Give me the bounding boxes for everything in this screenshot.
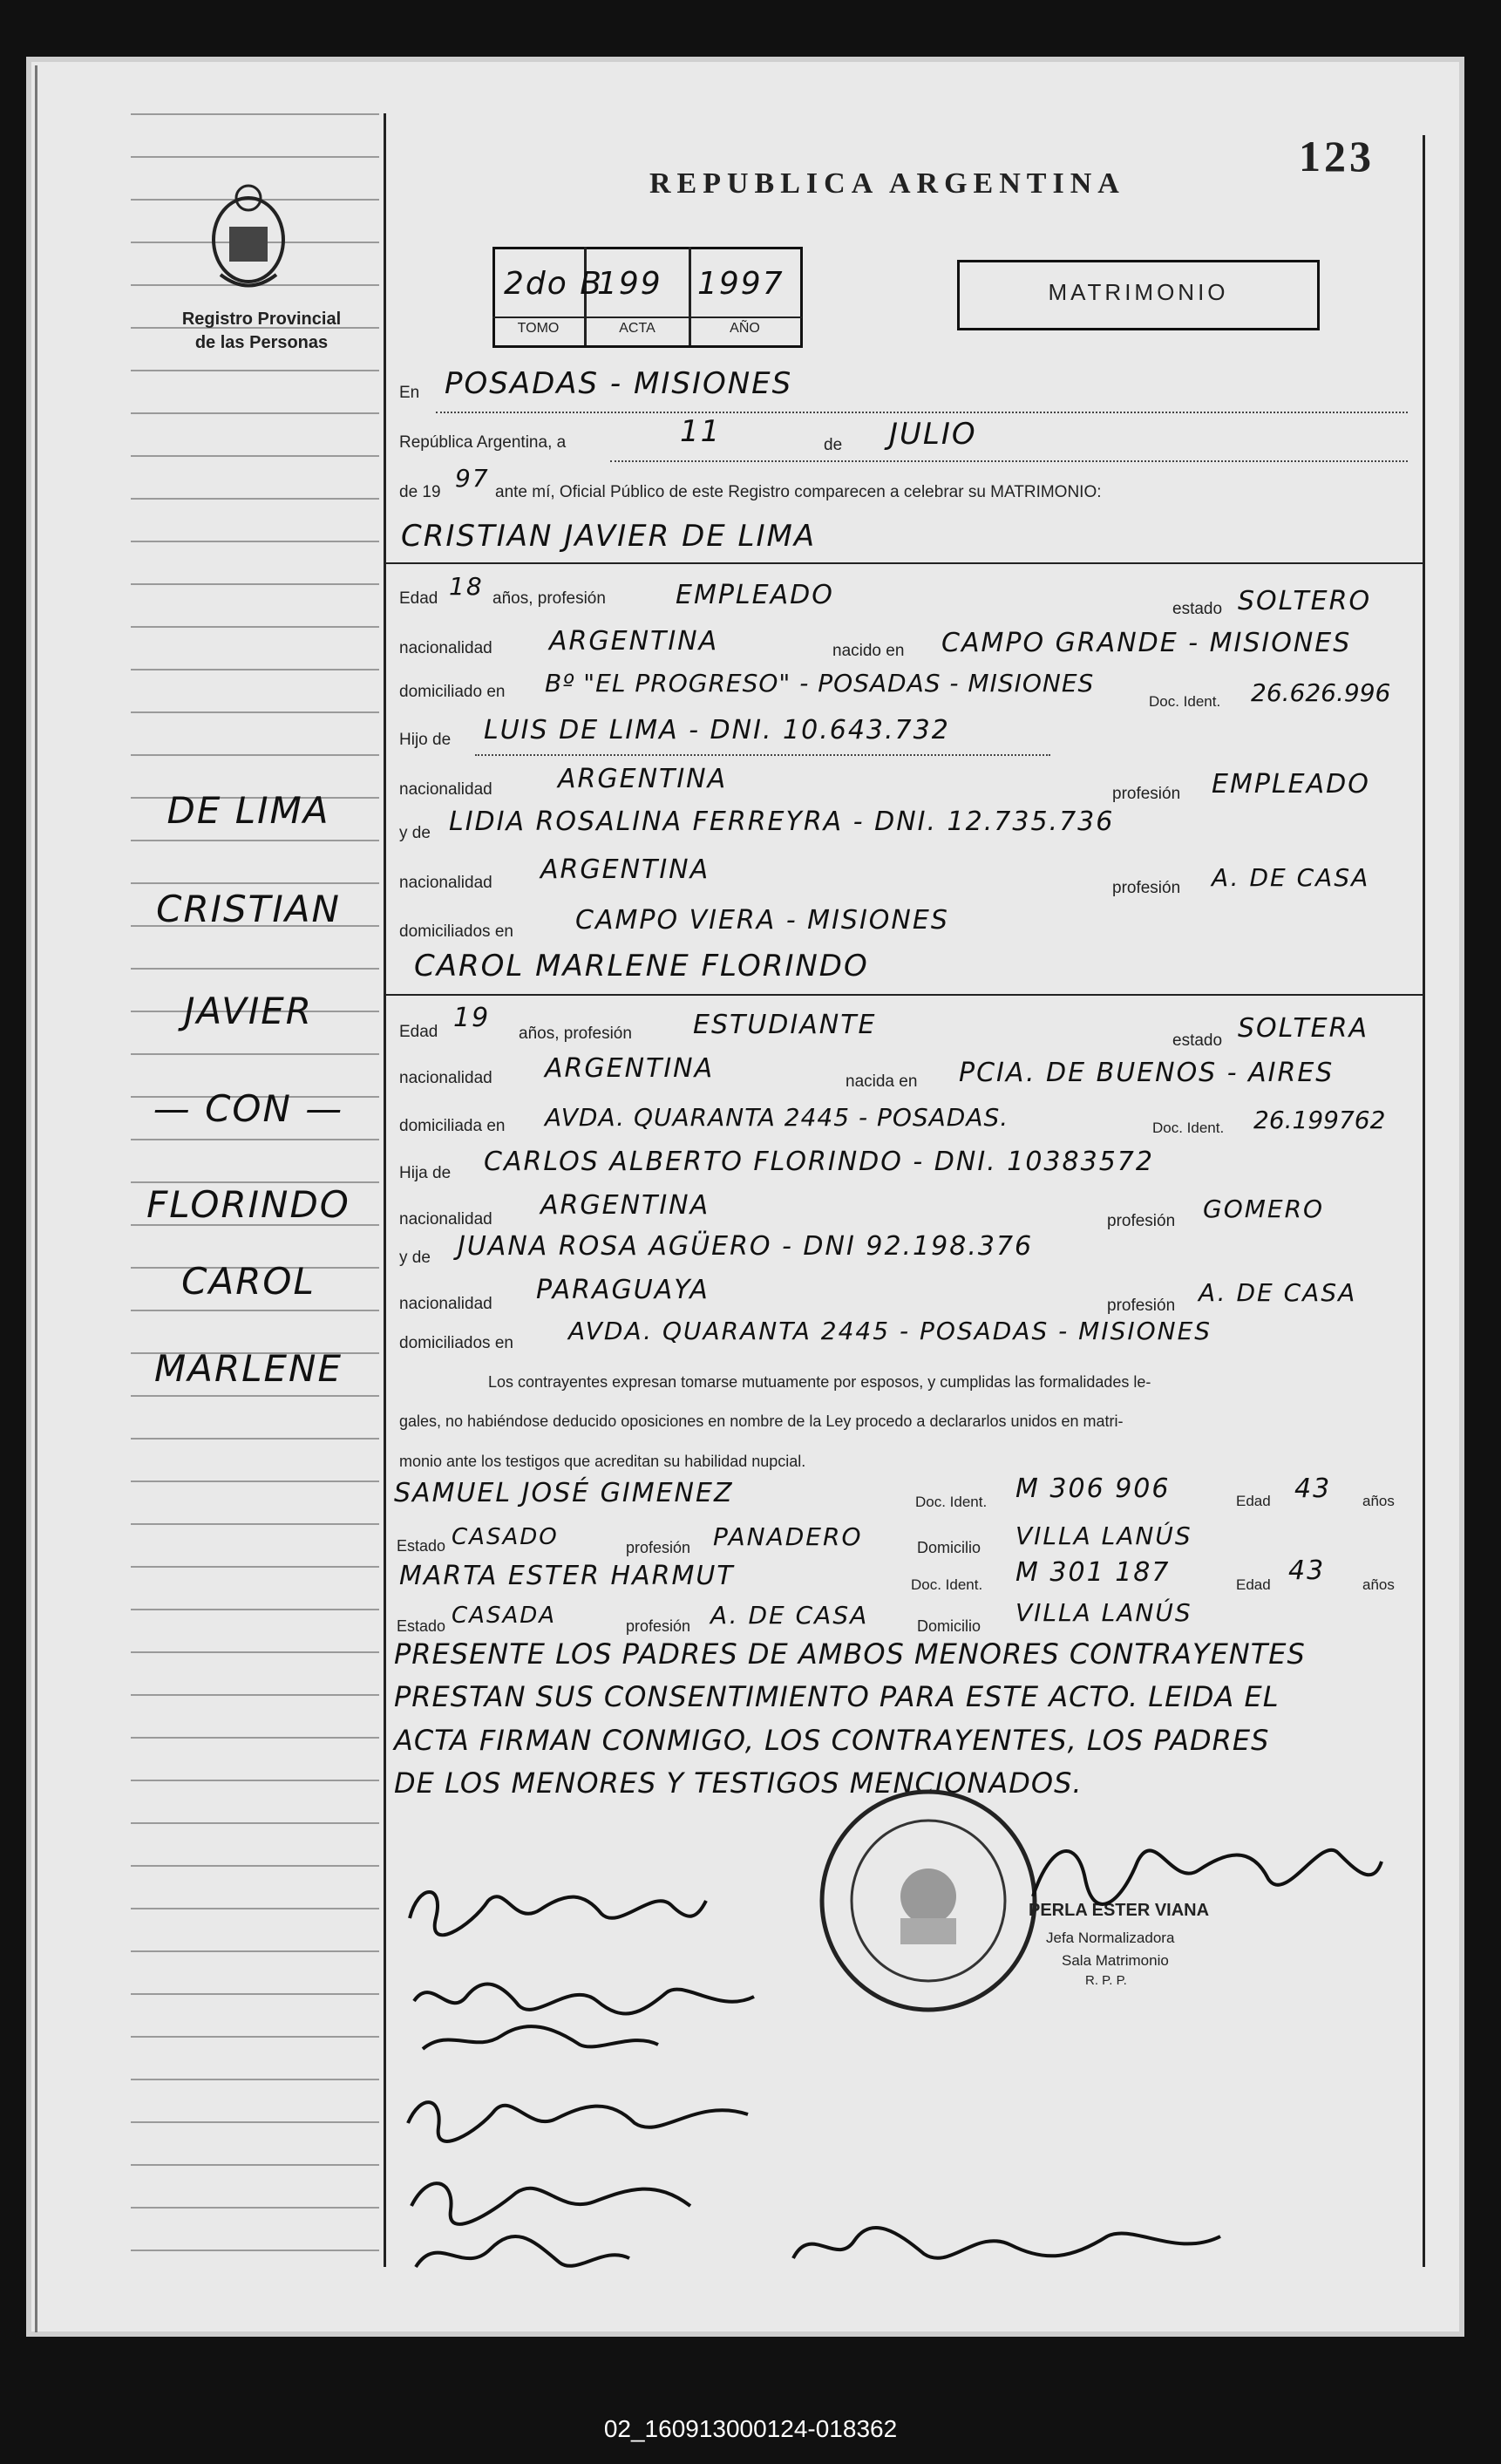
profesion-label: profesión — [1112, 785, 1181, 803]
groom-father-nationality: ARGENTINA — [558, 764, 728, 794]
ruled-line — [131, 1523, 379, 1525]
ruled-line — [131, 711, 379, 713]
bride-doc: 26.199762 — [1253, 1106, 1386, 1134]
tomo-value: 2do B — [504, 266, 603, 302]
witness-1-address: VILLA LANÚS — [1015, 1521, 1192, 1550]
bride-parents-address: AVDA. QUARANTA 2445 - POSADAS - MISIONES — [568, 1317, 1212, 1345]
bride-mother: JUANA ROSA AGÜERO - DNI 92.198.376 — [458, 1231, 1034, 1262]
estado-label: estado — [1172, 1031, 1223, 1050]
anio-value: 1997 — [697, 266, 784, 302]
anio-label: AÑO — [730, 321, 760, 336]
witness-1-profession: PANADERO — [713, 1522, 863, 1551]
year-suffix: 97 — [455, 464, 490, 493]
witness-1-name: SAMUEL JOSÉ GIMENEZ — [394, 1478, 734, 1508]
domicilio-label: Domicilio — [917, 1539, 981, 1556]
ruled-line — [131, 370, 379, 371]
acta-label: ACTA — [619, 321, 655, 336]
edad-label: Edad — [1236, 1493, 1271, 1509]
hijo-label: Hijo de — [399, 731, 452, 749]
yde-label: y de — [399, 824, 431, 842]
ruled-line — [131, 840, 379, 841]
ruled-line — [131, 1993, 379, 1995]
bride-age: 19 — [453, 1003, 491, 1033]
groom-age: 18 — [449, 572, 484, 601]
ruled-line — [131, 968, 379, 970]
bride-father-signature — [399, 2079, 765, 2149]
registry-name-line1: Registro Provincial — [181, 310, 342, 329]
groom-name: CRISTIAN JAVIER DE LIMA — [401, 519, 817, 554]
margin-note: DE LIMA — [166, 789, 330, 832]
anos-label: años — [1362, 1493, 1395, 1509]
witness-1-age: 43 — [1294, 1474, 1332, 1504]
bride-nationality: ARGENTINA — [545, 1053, 715, 1084]
bride-mother-signature — [403, 2162, 751, 2293]
edad-label: Edad — [1236, 1576, 1271, 1593]
day-value: 11 — [680, 414, 722, 449]
ruled-line — [131, 2121, 379, 2123]
doc-label: Doc. Ident. — [1149, 693, 1221, 710]
ruled-line — [131, 1950, 379, 1952]
margin-note: MARLENE — [153, 1347, 343, 1390]
profesion-label: años, profesión — [519, 1024, 632, 1043]
ruled-line — [131, 626, 379, 628]
nacionalidad-label: nacionalidad — [399, 874, 492, 892]
nacida-label: nacida en — [846, 1072, 918, 1091]
intro-text: ante mí, Oficial Público de este Registro comparecen a celebrar su MATRIMONIO: — [495, 483, 1102, 501]
registry-name-line2: de las Personas — [194, 333, 329, 352]
domiciliados-label: domiciliados en — [399, 1334, 513, 1352]
groom-status: SOLTERO — [1238, 586, 1372, 616]
groom-father-profession: EMPLEADO — [1212, 769, 1370, 800]
dotted-line — [475, 754, 1050, 756]
ruled-line — [131, 2207, 379, 2209]
ruled-line — [131, 1780, 379, 1781]
doc-label: Doc. Ident. — [911, 1576, 983, 1593]
profesion-label: profesión — [1107, 1297, 1176, 1315]
nacionalidad-label: nacionalidad — [399, 1069, 492, 1087]
nacionalidad-label: nacionalidad — [399, 1210, 492, 1229]
month-value: JULIO — [889, 417, 977, 452]
bride-address: AVDA. QUARANTA 2445 - POSADAS. — [545, 1103, 1009, 1132]
ruled-line — [131, 1609, 379, 1610]
country-title: REPUBLICA ARGENTINA — [649, 167, 1125, 200]
estado-label: Estado — [397, 1537, 446, 1555]
ruled-line — [131, 156, 379, 158]
domiciliada-label: domiciliada en — [399, 1117, 506, 1135]
margin-note: FLORINDO — [146, 1183, 350, 1226]
margin-note: — CON — — [153, 1087, 344, 1130]
ruled-line — [131, 1566, 379, 1568]
groom-address: Bº "EL PROGRESO" - POSADAS - MISIONES — [545, 669, 1095, 698]
table-divider — [492, 317, 802, 318]
page-number: 123 — [1299, 132, 1375, 180]
bride-status: SOLTERA — [1238, 1013, 1369, 1044]
notes-line1: PRESENTE LOS PADRES DE AMBOS MENORES CONTRAYENTES — [394, 1637, 1306, 1671]
ruled-line — [131, 1822, 379, 1824]
nacionalidad-label: nacionalidad — [399, 639, 492, 657]
edad-label: Edad — [399, 1023, 438, 1041]
doc-label: Doc. Ident. — [915, 1494, 988, 1510]
ruled-line — [131, 541, 379, 542]
domiciliado-label: domiciliado en — [399, 683, 506, 701]
place-value: POSADAS - MISIONES — [445, 366, 793, 401]
declaration-line3: monio ante los testigos que acreditan su habilidad nupcial. — [399, 1453, 806, 1470]
profesion-label: profesión — [626, 1539, 691, 1556]
profesion-label: profesión — [1107, 1212, 1176, 1230]
witness-2-address: VILLA LANÚS — [1015, 1598, 1192, 1627]
official-signature — [1024, 1809, 1390, 1923]
coat-of-arms-icon — [205, 179, 292, 296]
ruled-line — [131, 1694, 379, 1696]
de-label: de — [824, 436, 843, 454]
ruled-line — [131, 2250, 379, 2251]
official-name: PERLA ESTER VIANA — [1029, 1901, 1210, 1920]
groom-mother-profession: A. DE CASA — [1212, 863, 1370, 892]
estado-label: Estado — [397, 1617, 446, 1635]
groom-father: LUIS DE LIMA - DNI. 10.643.732 — [484, 715, 950, 745]
official-title2: Sala Matrimonio — [1062, 1952, 1169, 1969]
ruled-line — [131, 1053, 379, 1055]
bride-birthplace: PCIA. DE BUENOS - AIRES — [959, 1058, 1335, 1088]
witness-2-profession: A. DE CASA — [710, 1601, 869, 1630]
binding-edge — [35, 65, 37, 2332]
margin-note: CRISTIAN — [156, 888, 341, 930]
bride-father-nationality: ARGENTINA — [540, 1190, 710, 1221]
groom-mother: LIDIA ROSALINA FERREYRA - DNI. 12.735.736 — [449, 807, 1115, 837]
ruled-line — [131, 669, 379, 670]
ruled-line — [131, 2036, 379, 2038]
profesion-label: profesión — [1112, 879, 1181, 897]
nacionalidad-label: nacionalidad — [399, 780, 492, 799]
bride-name: CAROL MARLENE FLORINDO — [414, 949, 869, 984]
declaration-line2: gales, no habiéndose deducido oposiciones en nombre de la Ley procedo a declararlos unidos en matri- — [399, 1412, 1124, 1430]
estado-label: estado — [1172, 600, 1223, 618]
witness-2-age: 43 — [1288, 1555, 1326, 1586]
notes-line3: ACTA FIRMAN CONMIGO, LOS CONTRAYENTES, LOS PADRES — [394, 1724, 1270, 1757]
witness-2-doc: M 301 187 — [1015, 1557, 1171, 1588]
margin-note: JAVIER — [184, 990, 313, 1032]
groom-profession: EMPLEADO — [676, 580, 834, 610]
domiciliados-label: domiciliados en — [399, 922, 513, 941]
profesion-label: años, profesión — [492, 589, 606, 608]
ruled-line — [131, 412, 379, 414]
witness-2-status: CASADA — [452, 1603, 557, 1629]
ruled-line — [131, 1310, 379, 1311]
doc-label: Doc. Ident. — [1152, 1120, 1225, 1136]
nacido-label: nacido en — [832, 642, 905, 660]
ruled-line — [131, 113, 379, 115]
bride-father-profession: GOMERO — [1203, 1195, 1325, 1223]
official-title3: R. P. P. — [1085, 1973, 1127, 1988]
edad-label: Edad — [399, 589, 438, 608]
acta-value: 199 — [597, 266, 662, 302]
ruled-line — [131, 1438, 379, 1440]
ruled-line — [131, 1651, 379, 1653]
groom-signature — [405, 1966, 789, 2062]
section-divider — [384, 994, 1423, 996]
bride-mother-nationality: PARAGUAYA — [536, 1275, 710, 1305]
bride-signature — [401, 1866, 715, 1944]
groom-nationality: ARGENTINA — [549, 626, 719, 657]
hija-label: Hija de — [399, 1164, 452, 1182]
witness-1-doc: M 306 906 — [1015, 1474, 1171, 1504]
groom-parents-address: CAMPO VIERA - MISIONES — [575, 905, 949, 936]
dotted-line — [610, 460, 1408, 462]
margin-note: CAROL — [181, 1260, 316, 1303]
ruled-line — [131, 1480, 379, 1482]
year-prefix: de 19 — [399, 483, 441, 501]
bride-father: CARLOS ALBERTO FLORINDO - DNI. 10383572 — [484, 1147, 1154, 1177]
bride-profession: ESTUDIANTE — [693, 1010, 877, 1040]
image-id-footer: 02_160913000124-018362 — [603, 2415, 898, 2442]
ruled-line — [131, 1395, 379, 1397]
column-divider — [384, 113, 386, 2267]
official-seal-icon — [815, 1787, 1042, 2014]
doc-type: MATRIMONIO — [1048, 279, 1229, 305]
ruled-line — [131, 583, 379, 585]
ruled-line — [131, 1139, 379, 1140]
right-border — [1423, 135, 1425, 2267]
groom-mother-nationality: ARGENTINA — [540, 854, 710, 885]
ruled-line — [131, 882, 379, 884]
ruled-line — [131, 754, 379, 756]
nacionalidad-label: nacionalidad — [399, 1295, 492, 1313]
ruled-line — [131, 2164, 379, 2166]
yde-label: y de — [399, 1249, 431, 1267]
section-divider — [384, 562, 1423, 564]
domicilio-label: Domicilio — [917, 1617, 981, 1635]
dotted-line — [436, 412, 1408, 413]
ruled-line — [131, 498, 379, 500]
witness-2-name: MARTA ESTER HARMUT — [399, 1561, 735, 1591]
groom-birthplace: CAMPO GRANDE - MISIONES — [941, 628, 1352, 658]
ruled-line — [131, 2079, 379, 2080]
groom-doc: 26.626.996 — [1251, 678, 1391, 707]
witness-1-status: CASADO — [452, 1524, 559, 1550]
official-title1: Jefa Normalizadora — [1046, 1930, 1175, 1946]
profesion-label: profesión — [626, 1617, 691, 1635]
notes-line4: DE LOS MENORES Y TESTIGOS MENCIONADOS. — [394, 1766, 1083, 1800]
declaration-line1: Los contrayentes expresan tomarse mutuamente por esposos, y cumplidas las formalidades le- — [488, 1373, 1151, 1391]
en-label: En — [399, 384, 420, 402]
ruled-line — [131, 455, 379, 457]
notes-line2: PRESTAN SUS CONSENTIMIENTO PARA ESTE ACTO. LEIDA EL — [394, 1680, 1280, 1713]
tomo-label: TOMO — [517, 321, 560, 336]
rep-label: República Argentina, a — [399, 433, 567, 452]
bride-mother-profession: A. DE CASA — [1199, 1278, 1357, 1307]
anos-label: años — [1362, 1576, 1395, 1593]
ruled-line — [131, 1737, 379, 1739]
ruled-line — [131, 1865, 379, 1867]
ruled-line — [131, 1908, 379, 1909]
witness-signature — [784, 2206, 1238, 2284]
